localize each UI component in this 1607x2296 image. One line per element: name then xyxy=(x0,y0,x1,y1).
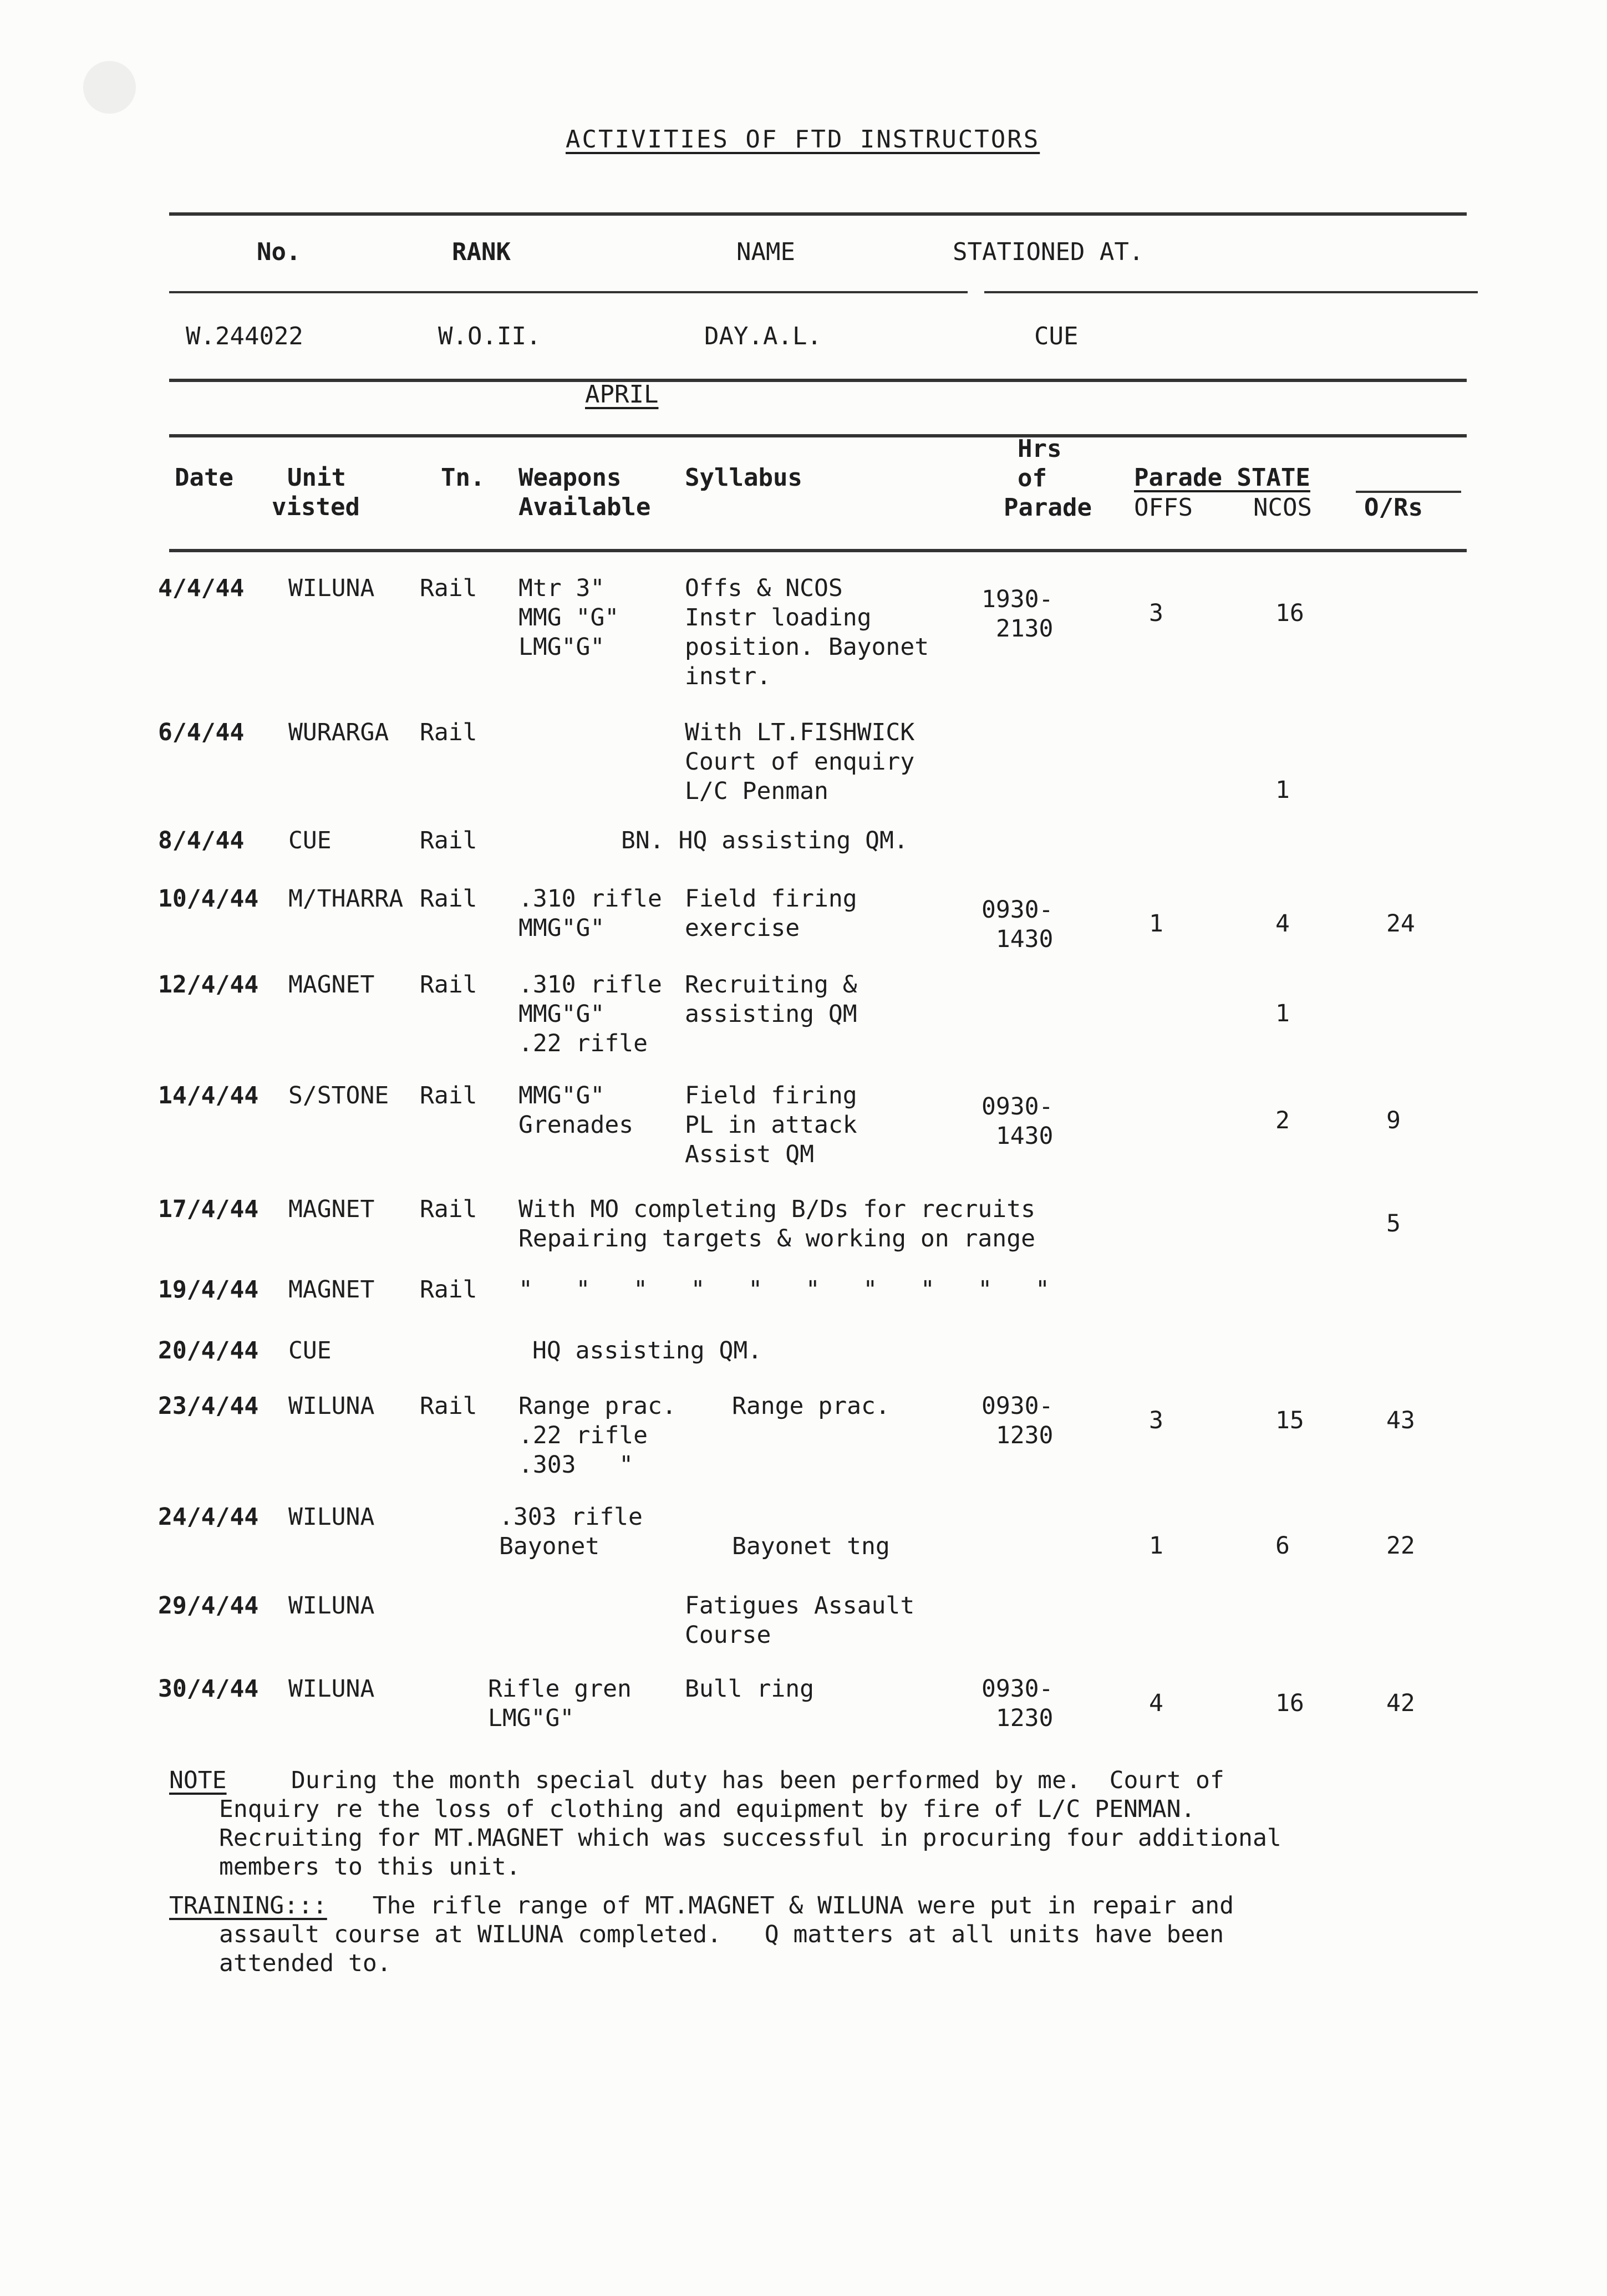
rule-columns-top xyxy=(169,434,1467,437)
row-4-date: 10/4/44 xyxy=(158,885,259,913)
row-4-ncos: 4 xyxy=(1275,910,1290,938)
col-weapons-1: Weapons xyxy=(518,464,622,492)
row-8-tn: Rail xyxy=(420,1276,477,1304)
row-9-unit: CUE xyxy=(288,1337,332,1365)
col-ncos: NCOS xyxy=(1253,493,1312,522)
row-2-ncos: 1 xyxy=(1275,776,1290,804)
note-label: NOTE xyxy=(169,1766,227,1794)
col-hrs-2: of xyxy=(1018,464,1047,492)
training-line-2: assault course at WILUNA completed. Q matters at all units have been xyxy=(219,1921,1224,1948)
row-1-hrs: 1930- 2130 xyxy=(982,586,1054,643)
instructor-no: W.244022 xyxy=(186,322,303,350)
row-10-hrs: 0930- 1230 xyxy=(982,1392,1054,1449)
col-unit-1: Unit xyxy=(287,464,346,492)
training-line-3: attended to. xyxy=(219,1949,391,1977)
training-line-1: The rifle range of MT.MAGNET & WILUNA were put in repair and xyxy=(344,1892,1234,1920)
row-6-tn: Rail xyxy=(420,1082,477,1109)
row-11-syllabus: Bayonet tng xyxy=(732,1533,890,1560)
rule-header-right xyxy=(984,291,1478,293)
row-13-weapons: Rifle gren LMG"G" xyxy=(488,1675,632,1732)
col-parade-state: Parade STATE xyxy=(1134,464,1310,492)
row-10-ors: 43 xyxy=(1386,1407,1415,1434)
row-6-syllabus: Field firing PL in attack Assist QM xyxy=(685,1082,857,1168)
note-line-1: During the month special duty has been performed by me. Court of xyxy=(291,1766,1224,1794)
row-11-weapons: .303 rifle Bayonet xyxy=(499,1503,643,1560)
row-12-unit: WILUNA xyxy=(288,1592,375,1620)
row-4-syllabus: Field firing exercise xyxy=(685,885,857,942)
row-4-unit: M/THARRA xyxy=(288,885,404,913)
row-10-ncos: 15 xyxy=(1275,1407,1304,1434)
row-2-date: 6/4/44 xyxy=(158,719,245,746)
instructor-stationed: CUE xyxy=(1034,322,1079,350)
row-7-syllabus: With MO completing B/Ds for recruits Repairing targets & working on range xyxy=(518,1195,1035,1253)
row-6-hrs: 0930- 1430 xyxy=(982,1093,1054,1150)
row-2-tn: Rail xyxy=(420,719,477,746)
row-7-tn: Rail xyxy=(420,1195,477,1223)
row-8-date: 19/4/44 xyxy=(158,1276,259,1304)
page-title: ACTIVITIES OF FTD INSTRUCTORS xyxy=(566,125,1040,154)
instructor-name: DAY.A.L. xyxy=(704,322,822,350)
row-3-unit: CUE xyxy=(288,827,332,854)
note-line-3: Recruiting for MT.MAGNET which was successful in procuring four additional xyxy=(219,1824,1281,1852)
row-1-weapons: Mtr 3" MMG "G" LMG"G" xyxy=(518,574,619,661)
row-5-tn: Rail xyxy=(420,971,477,999)
row-6-weapons: MMG"G" Grenades xyxy=(518,1082,634,1139)
row-11-date: 24/4/44 xyxy=(158,1503,259,1531)
col-syllabus: Syllabus xyxy=(685,464,802,492)
row-11-unit: WILUNA xyxy=(288,1503,375,1531)
row-3-date: 8/4/44 xyxy=(158,827,245,854)
row-7-unit: MAGNET xyxy=(288,1195,375,1223)
row-1-tn: Rail xyxy=(420,574,477,602)
col-offs: OFFS xyxy=(1134,493,1193,522)
col-ors: O/Rs xyxy=(1364,493,1423,522)
row-10-tn: Rail xyxy=(420,1392,477,1420)
row-5-date: 12/4/44 xyxy=(158,971,259,999)
note-line-4: members to this unit. xyxy=(219,1853,521,1881)
row-10-date: 23/4/44 xyxy=(158,1392,259,1420)
row-6-ors: 9 xyxy=(1386,1107,1401,1134)
row-7-ors: 5 xyxy=(1386,1210,1401,1238)
col-hrs-1: Hrs xyxy=(1018,435,1062,463)
row-5-ncos: 1 xyxy=(1275,1000,1290,1027)
header-name: NAME xyxy=(736,238,795,266)
row-9-syllabus: HQ assisting QM. xyxy=(532,1337,762,1365)
row-11-offs: 1 xyxy=(1149,1532,1163,1560)
row-3-syllabus: BN. HQ assisting QM. xyxy=(621,827,908,854)
row-6-ncos: 2 xyxy=(1275,1107,1290,1134)
rule-columns-bottom xyxy=(169,549,1467,552)
rule-ors xyxy=(1356,491,1461,493)
row-12-date: 29/4/44 xyxy=(158,1592,259,1620)
instructor-rank: W.O.II. xyxy=(438,322,541,350)
note-line-2: Enquiry re the loss of clothing and equipment by fire of L/C PENMAN. xyxy=(219,1795,1196,1823)
row-2-syllabus: With LT.FISHWICK Court of enquiry L/C Penman xyxy=(685,719,915,805)
row-1-date: 4/4/44 xyxy=(158,574,245,602)
col-tn: Tn. xyxy=(441,464,485,492)
row-10-weapons: Range prac. .22 rifle .303 " xyxy=(518,1392,677,1479)
rule-header-left xyxy=(169,291,968,293)
row-1-ncos: 16 xyxy=(1275,599,1304,627)
month-label: APRIL xyxy=(585,380,659,409)
col-unit-2: visted xyxy=(272,493,360,521)
row-4-hrs: 0930- 1430 xyxy=(982,896,1054,953)
col-weapons-2: Available xyxy=(518,493,651,521)
row-5-weapons: .310 rifle MMG"G" .22 rifle xyxy=(518,971,662,1057)
col-date: Date xyxy=(175,464,233,492)
rule-month-top xyxy=(169,379,1467,382)
training-label: TRAINING::: xyxy=(169,1892,327,1920)
row-4-ors: 24 xyxy=(1386,910,1415,938)
row-11-ncos: 6 xyxy=(1275,1532,1290,1560)
row-13-offs: 4 xyxy=(1149,1689,1163,1717)
row-13-ncos: 16 xyxy=(1275,1689,1304,1717)
row-13-unit: WILUNA xyxy=(288,1675,375,1703)
header-rank: RANK xyxy=(452,238,511,266)
rule-top xyxy=(169,212,1467,216)
row-6-unit: S/STONE xyxy=(288,1082,389,1109)
row-6-date: 14/4/44 xyxy=(158,1082,259,1109)
row-4-weapons: .310 rifle MMG"G" xyxy=(518,885,662,942)
row-10-syllabus: Range prac. xyxy=(732,1392,890,1420)
row-5-unit: MAGNET xyxy=(288,971,375,999)
row-7-date: 17/4/44 xyxy=(158,1195,259,1223)
row-8-syllabus: " " " " " " " " " " xyxy=(518,1276,1050,1304)
scan-smudge xyxy=(83,61,136,114)
col-hrs-3: Parade xyxy=(1004,493,1092,522)
row-1-offs: 3 xyxy=(1149,599,1163,627)
row-3-tn: Rail xyxy=(420,827,477,854)
row-11-ors: 22 xyxy=(1386,1532,1415,1560)
row-13-syllabus: Bull ring xyxy=(685,1675,814,1703)
row-5-syllabus: Recruiting & assisting QM xyxy=(685,971,857,1028)
row-1-unit: WILUNA xyxy=(288,574,375,602)
row-4-offs: 1 xyxy=(1149,910,1163,938)
row-9-date: 20/4/44 xyxy=(158,1337,259,1365)
row-1-syllabus: Offs & NCOS Instr loading position. Bayonet instr. xyxy=(685,574,929,690)
header-stationed: STATIONED AT. xyxy=(953,238,1144,266)
row-10-unit: WILUNA xyxy=(288,1392,375,1420)
row-8-unit: MAGNET xyxy=(288,1276,375,1304)
row-13-ors: 42 xyxy=(1386,1689,1415,1717)
row-13-date: 30/4/44 xyxy=(158,1675,259,1703)
row-13-hrs: 0930- 1230 xyxy=(982,1675,1054,1732)
row-10-offs: 3 xyxy=(1149,1407,1163,1434)
row-4-tn: Rail xyxy=(420,885,477,913)
header-no: No. xyxy=(257,238,301,266)
row-2-unit: WURARGA xyxy=(288,719,389,746)
row-12-syllabus: Fatigues Assault Course xyxy=(685,1592,915,1649)
